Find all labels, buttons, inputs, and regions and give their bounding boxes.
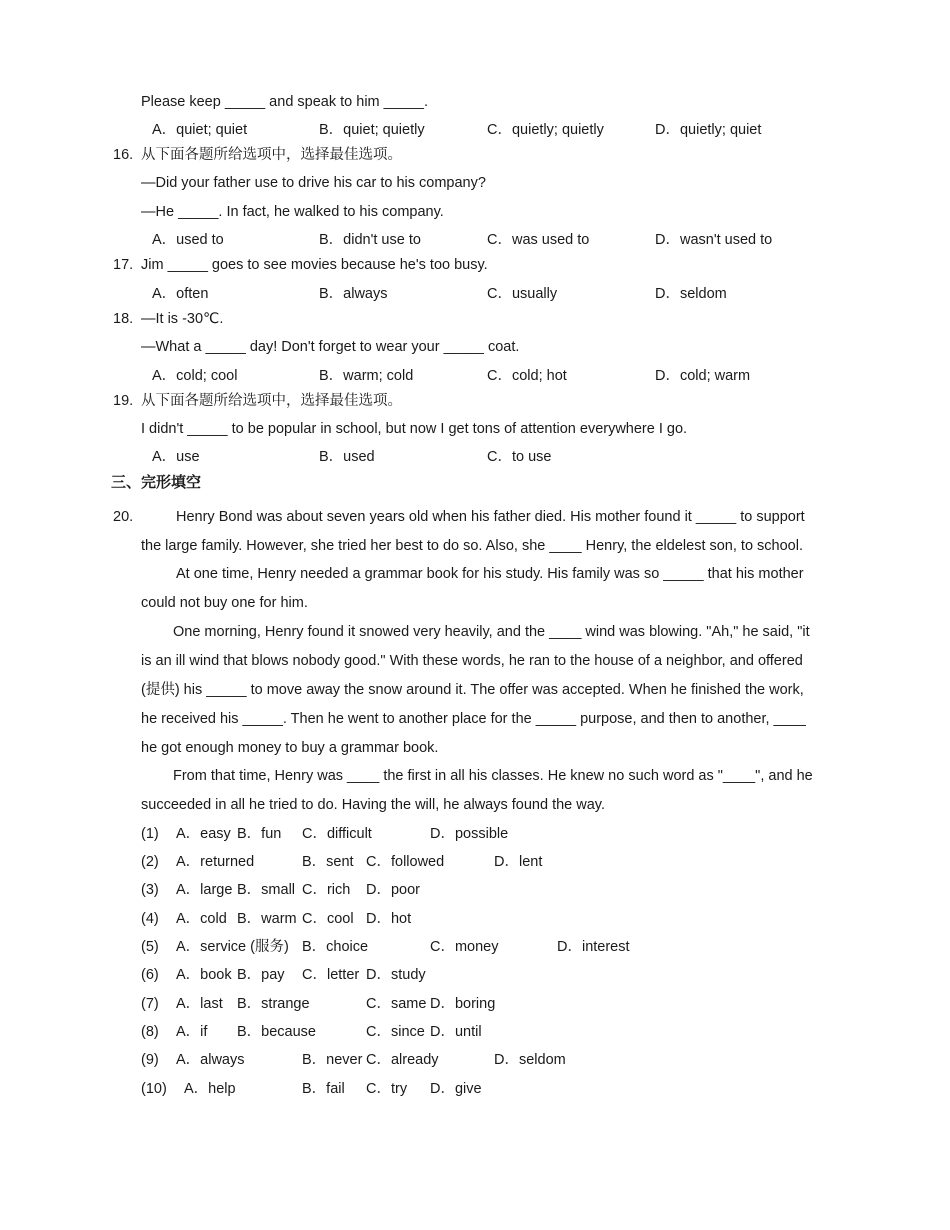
q18-line2: —What a _____ day! Don't forget to wear your _____ coat. bbox=[141, 339, 520, 355]
cloze-item-number: (8) bbox=[141, 1024, 159, 1040]
cloze-option-d: D．interest bbox=[557, 939, 630, 955]
passage-line: is an ill wind that blows nobody good." With these words, he ran to the house of a neighbor, and offered bbox=[141, 653, 803, 669]
q16-option-d: D．wasn't used to bbox=[655, 232, 773, 248]
cloze-option-d: D．boring bbox=[430, 996, 496, 1012]
cloze-option-d: D．possible bbox=[430, 826, 509, 842]
cloze-option-d: D．poor bbox=[366, 882, 420, 898]
cloze-item-number: (3) bbox=[141, 882, 159, 898]
cloze-option-b: B．small bbox=[237, 882, 296, 898]
cloze-option-b: B．choice bbox=[302, 939, 369, 955]
cloze-option-a: A．book bbox=[176, 967, 232, 983]
q16-line1: —Did your father use to drive his car to his company? bbox=[141, 175, 486, 191]
cloze-item-number: (9) bbox=[141, 1052, 159, 1068]
q19-option-c: C．to use bbox=[487, 449, 552, 465]
cloze-option-a: A．cold bbox=[176, 911, 227, 927]
q15-option-d: D．quietly; quiet bbox=[655, 122, 762, 138]
q16-number: 16. bbox=[113, 147, 134, 163]
q17-option-b: B．always bbox=[319, 286, 388, 302]
q18-number: 18. bbox=[113, 311, 134, 327]
cloze-option-c: C．already bbox=[366, 1052, 439, 1068]
q18-option-c: C．cold; hot bbox=[487, 368, 567, 384]
passage-line: could not buy one for him. bbox=[141, 595, 308, 611]
q18-option-a: A．cold; cool bbox=[152, 368, 238, 384]
cloze-option-c: C．difficult bbox=[302, 826, 372, 842]
q18-line1: —It is -30℃. bbox=[141, 311, 224, 327]
q17-number: 17. bbox=[113, 257, 134, 273]
q19-number: 19. bbox=[113, 393, 134, 409]
cloze-option-d: D．seldom bbox=[494, 1052, 566, 1068]
cloze-option-d: D．lent bbox=[494, 854, 543, 870]
q16-option-b: B．didn't use to bbox=[319, 232, 421, 248]
cloze-option-b: B．fail bbox=[302, 1081, 345, 1097]
passage-line: the large family. However, she tried her best to do so. Also, she ____ Henry, the eldelest son, to school. bbox=[141, 538, 803, 554]
cloze-option-b: B．fun bbox=[237, 826, 282, 842]
cloze-option-d: D．until bbox=[430, 1024, 482, 1040]
passage-line: he got enough money to buy a grammar book. bbox=[141, 740, 439, 756]
q19-stem: I didn't _____ to be popular in school, but now I get tons of attention everywhere I go. bbox=[141, 421, 688, 437]
q20-number: 20. bbox=[113, 509, 134, 525]
cloze-option-c: C．same bbox=[366, 996, 427, 1012]
cloze-option-d: D．hot bbox=[366, 911, 412, 927]
cloze-item-number: (6) bbox=[141, 967, 159, 983]
passage-line: he received his _____. Then he went to another place for the _____ purpose, and then to another, ____ bbox=[141, 711, 806, 727]
q15-option-b: B．quiet; quietly bbox=[319, 122, 425, 138]
cloze-option-a: A．returned bbox=[176, 854, 255, 870]
cloze-option-c: C．money bbox=[430, 939, 499, 955]
cloze-option-c: C．since bbox=[366, 1024, 425, 1040]
q17-option-a: A．often bbox=[152, 286, 209, 302]
cloze-item-number: (1) bbox=[141, 826, 159, 842]
q18-option-d: D．cold; warm bbox=[655, 368, 751, 384]
cloze-item-number: (4) bbox=[141, 911, 159, 927]
passage-line: At one time, Henry needed a grammar book for his study. His family was so _____ that his mother bbox=[176, 566, 804, 582]
passage-line: (提供) his _____ to move away the snow around it. The offer was accepted. When he finished the work, bbox=[141, 682, 804, 698]
cloze-item-number: (2) bbox=[141, 854, 159, 870]
q16-option-c: C．was used to bbox=[487, 232, 590, 248]
q16-instruction: 从下面各题所给选项中，选择最佳选项。 bbox=[141, 147, 402, 163]
cloze-option-c: C．followed bbox=[366, 854, 445, 870]
cloze-option-c: C．cool bbox=[302, 911, 354, 927]
cloze-option-a: A．service (服务) bbox=[176, 939, 289, 955]
passage-line: Henry Bond was about seven years old when his father died. His mother found it _____ to support bbox=[176, 509, 805, 525]
cloze-option-a: A．last bbox=[176, 996, 223, 1012]
q15-stem: Please keep _____ and speak to him _____. bbox=[141, 94, 428, 110]
cloze-option-b: B．warm bbox=[237, 911, 297, 927]
cloze-option-a: A．help bbox=[184, 1081, 236, 1097]
cloze-option-a: A．if bbox=[176, 1024, 208, 1040]
passage-line: succeeded in all he tried to do. Having the will, he always found the way. bbox=[141, 797, 605, 813]
cloze-option-c: C．try bbox=[366, 1081, 408, 1097]
cloze-item-number: (10) bbox=[141, 1081, 167, 1097]
q15-option-a: A．quiet; quiet bbox=[152, 122, 248, 138]
cloze-option-b: B．sent bbox=[302, 854, 354, 870]
passage-line: One morning, Henry found it snowed very heavily, and the ____ wind was blowing. "Ah," he said, "it bbox=[173, 624, 810, 640]
q16-line2: —He _____. In fact, he walked to his company. bbox=[141, 204, 444, 220]
q18-option-b: B．warm; cold bbox=[319, 368, 414, 384]
q19-option-b: B．used bbox=[319, 449, 375, 465]
q19-instruction: 从下面各题所给选项中，选择最佳选项。 bbox=[141, 393, 402, 409]
q15-option-c: C．quietly; quietly bbox=[487, 122, 604, 138]
cloze-option-b: B．pay bbox=[237, 967, 285, 983]
cloze-item-number: (7) bbox=[141, 996, 159, 1012]
q17-option-c: C．usually bbox=[487, 286, 558, 302]
cloze-option-d: D．give bbox=[430, 1081, 482, 1097]
q19-option-a: A．use bbox=[152, 449, 200, 465]
cloze-option-b: B．never bbox=[302, 1052, 363, 1068]
passage-line: From that time, Henry was ____ the first in all his classes. He knew no such word as "____", and he bbox=[173, 768, 813, 784]
cloze-option-a: A．always bbox=[176, 1052, 245, 1068]
cloze-option-d: D．study bbox=[366, 967, 426, 983]
cloze-option-c: C．letter bbox=[302, 967, 360, 983]
cloze-option-b: B．strange bbox=[237, 996, 310, 1012]
q16-option-a: A．used to bbox=[152, 232, 224, 248]
cloze-option-b: B．because bbox=[237, 1024, 316, 1040]
cloze-option-c: C．rich bbox=[302, 882, 351, 898]
q17-option-d: D．seldom bbox=[655, 286, 727, 302]
cloze-option-a: A．easy bbox=[176, 826, 231, 842]
section-heading-cloze: 三、完形填空 bbox=[111, 474, 202, 491]
q17-stem: Jim _____ goes to see movies because he's too busy. bbox=[141, 257, 488, 273]
cloze-item-number: (5) bbox=[141, 939, 159, 955]
cloze-option-a: A．large bbox=[176, 882, 233, 898]
